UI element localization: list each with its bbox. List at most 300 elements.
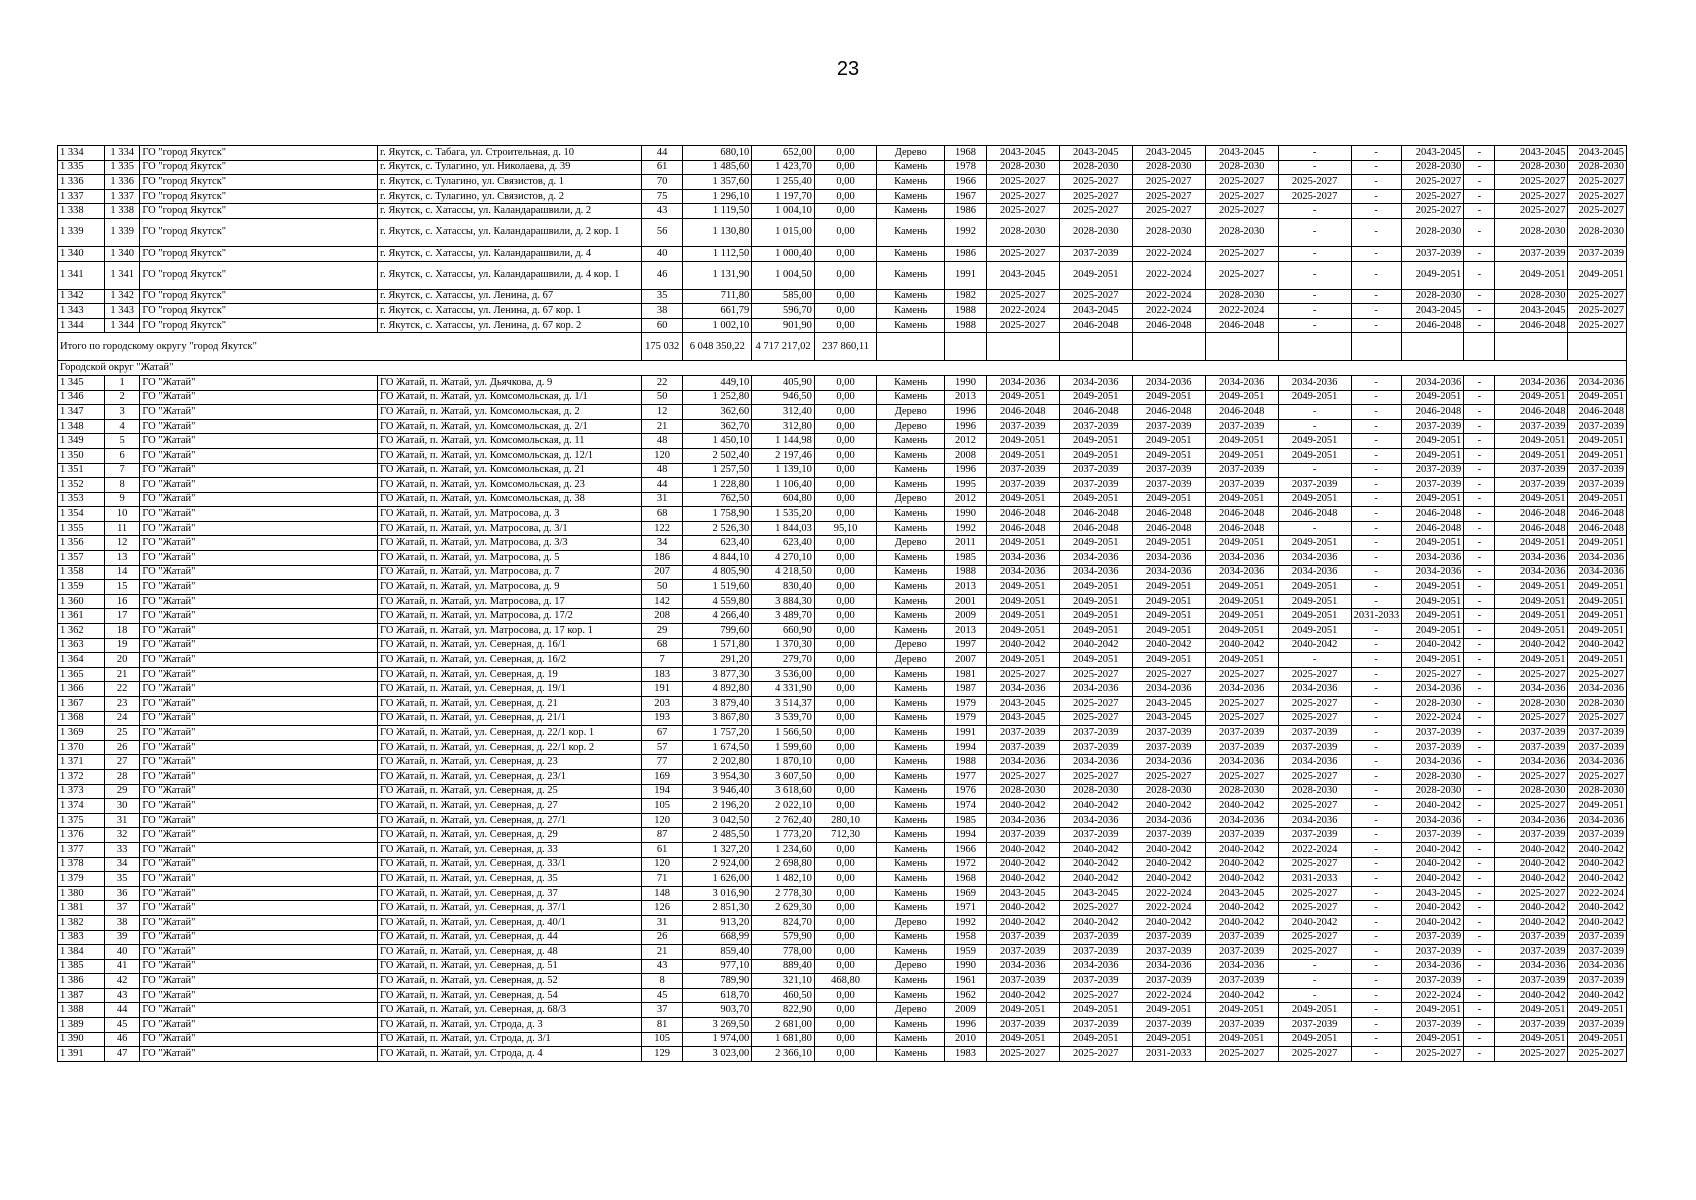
table-cell: 1986 bbox=[945, 204, 987, 219]
table-cell: 2049-2051 bbox=[1278, 624, 1351, 639]
table-cell: 1 389 bbox=[58, 1018, 105, 1033]
table-cell: 946,50 bbox=[752, 390, 815, 405]
total-value-area-nonliving: 237 860,11 bbox=[814, 333, 877, 361]
table-cell: 31 bbox=[104, 813, 139, 828]
table-cell: - bbox=[1351, 755, 1401, 770]
table-cell: Камень bbox=[877, 945, 945, 960]
table-cell: 2037-2039 bbox=[1205, 974, 1278, 989]
table-cell: - bbox=[1351, 857, 1401, 872]
table-cell: 0,00 bbox=[814, 711, 877, 726]
table-cell: 903,70 bbox=[683, 1003, 752, 1018]
table-cell: - bbox=[1351, 204, 1401, 219]
table-cell: 1 351 bbox=[58, 463, 105, 478]
table-row bbox=[58, 189, 1627, 204]
table-row bbox=[58, 580, 1627, 595]
table-cell: 1 376 bbox=[58, 828, 105, 843]
table-cell: 2046-2048 bbox=[1401, 521, 1464, 536]
table-cell: 0,00 bbox=[814, 945, 877, 960]
table-cell: 1958 bbox=[945, 930, 987, 945]
table-cell: 2043-2045 bbox=[986, 697, 1059, 712]
table-cell: - bbox=[1464, 697, 1495, 712]
table-cell: - bbox=[1464, 1003, 1495, 1018]
table-cell: 2037-2039 bbox=[1278, 740, 1351, 755]
table-cell: 1988 bbox=[945, 565, 987, 580]
table-cell: 2037-2039 bbox=[1401, 828, 1464, 843]
table-cell: 2025-2027 bbox=[986, 318, 1059, 333]
table-cell: 913,20 bbox=[683, 915, 752, 930]
table-cell: 2040-2042 bbox=[1205, 842, 1278, 857]
table-cell: 3 bbox=[104, 405, 139, 420]
table-cell: ГО "город Якутск" bbox=[140, 189, 378, 204]
table-cell: 3 514,37 bbox=[752, 697, 815, 712]
table-cell: 1985 bbox=[945, 813, 987, 828]
table-cell: ГО "Жатай" bbox=[140, 405, 378, 420]
table-cell: 2037-2039 bbox=[986, 945, 1059, 960]
table-cell: 2028-2030 bbox=[1401, 784, 1464, 799]
table-cell: Камень bbox=[877, 813, 945, 828]
table-cell: 585,00 bbox=[752, 289, 815, 304]
table-cell: 1 370,30 bbox=[752, 638, 815, 653]
table-cell: ГО Жатай, п. Жатай, ул. Северная, д. 35 bbox=[378, 872, 642, 887]
table-cell: 2037-2039 bbox=[986, 726, 1059, 741]
table-cell: 2049-2051 bbox=[1132, 609, 1205, 624]
table-cell: 2049-2051 bbox=[1059, 492, 1132, 507]
table-cell: - bbox=[1278, 318, 1351, 333]
table-cell: 0,00 bbox=[814, 1032, 877, 1047]
table-cell: 4 bbox=[104, 419, 139, 434]
table-cell: - bbox=[1351, 507, 1401, 522]
table-cell: 2028-2030 bbox=[1401, 697, 1464, 712]
table-cell: 46 bbox=[641, 261, 683, 289]
table-cell: 2028-2030 bbox=[1495, 218, 1568, 246]
table-cell: 0,00 bbox=[814, 218, 877, 246]
table-cell: Камень bbox=[877, 872, 945, 887]
table-cell: - bbox=[1351, 318, 1401, 333]
table-cell: 2025-2027 bbox=[1495, 711, 1568, 726]
table-row bbox=[58, 740, 1627, 755]
table-cell: ГО "Жатай" bbox=[140, 1003, 378, 1018]
table-cell: г. Якутск, с. Хатассы, ул. Ленина, д. 67 кор. 1 bbox=[378, 304, 642, 319]
table-cell: ГО "город Якутск" bbox=[140, 289, 378, 304]
table-cell: 2040-2042 bbox=[986, 857, 1059, 872]
table-cell: 2049-2051 bbox=[1278, 492, 1351, 507]
total-and-section bbox=[58, 333, 1627, 376]
table-cell: 1979 bbox=[945, 711, 987, 726]
table-cell: ГО "город Якутск" bbox=[140, 175, 378, 190]
table-cell: 2037-2039 bbox=[1568, 1018, 1627, 1033]
table-cell: 2046-2048 bbox=[1059, 318, 1132, 333]
table-cell: 668,99 bbox=[683, 930, 752, 945]
table-cell: 1 341 bbox=[58, 261, 105, 289]
table-cell: 859,40 bbox=[683, 945, 752, 960]
table-cell: - bbox=[1351, 448, 1401, 463]
table-cell: 0,00 bbox=[814, 872, 877, 887]
table-row bbox=[58, 609, 1627, 624]
table-cell: Дерево bbox=[877, 1003, 945, 1018]
table-cell: 2025-2027 bbox=[1205, 246, 1278, 261]
table-cell: Дерево bbox=[877, 915, 945, 930]
table-cell: 2028-2030 bbox=[986, 218, 1059, 246]
table-row bbox=[58, 521, 1627, 536]
table-cell: 2010 bbox=[945, 1032, 987, 1047]
table-cell: 1 344 bbox=[104, 318, 139, 333]
table-cell: - bbox=[1278, 463, 1351, 478]
table-cell: 1991 bbox=[945, 261, 987, 289]
table-cell: 105 bbox=[641, 799, 683, 814]
table-cell: Дерево bbox=[877, 638, 945, 653]
table-cell: 2046-2048 bbox=[1278, 507, 1351, 522]
table-cell: 2025-2027 bbox=[1278, 711, 1351, 726]
table-cell: - bbox=[1351, 146, 1401, 161]
table-cell: ГО Жатай, п. Жатай, ул. Матросова, д. 17/2 bbox=[378, 609, 642, 624]
table-cell: 2025-2027 bbox=[1132, 769, 1205, 784]
table-cell: 2022-2024 bbox=[1132, 886, 1205, 901]
table-cell: 778,00 bbox=[752, 945, 815, 960]
table-cell: - bbox=[1351, 434, 1401, 449]
table-cell: 2049-2051 bbox=[1495, 580, 1568, 595]
table-cell: 1 571,80 bbox=[683, 638, 752, 653]
table-cell: - bbox=[1351, 551, 1401, 566]
table-cell: 2043-2045 bbox=[986, 711, 1059, 726]
table-cell: 1 338 bbox=[104, 204, 139, 219]
table-cell: 0,00 bbox=[814, 988, 877, 1003]
table-cell: 2046-2048 bbox=[1568, 507, 1627, 522]
table-cell: 2049-2051 bbox=[1568, 594, 1627, 609]
table-cell: 2028-2030 bbox=[1132, 784, 1205, 799]
table-cell: 1 002,10 bbox=[683, 318, 752, 333]
table-cell: 2040-2042 bbox=[1059, 638, 1132, 653]
table-cell: 2025-2027 bbox=[986, 1047, 1059, 1062]
table-cell: 2034-2036 bbox=[1132, 565, 1205, 580]
table-cell: - bbox=[1464, 901, 1495, 916]
table-cell: 2046-2048 bbox=[1132, 521, 1205, 536]
table-cell: 1 112,50 bbox=[683, 246, 752, 261]
table-cell: 2049-2051 bbox=[986, 492, 1059, 507]
table-cell: 2049-2051 bbox=[986, 624, 1059, 639]
table-cell: 362,70 bbox=[683, 419, 752, 434]
table-cell: 2034-2036 bbox=[1495, 813, 1568, 828]
table-cell: 3 877,30 bbox=[683, 667, 752, 682]
table-cell: 2049-2051 bbox=[1568, 653, 1627, 668]
table-cell: 2025-2027 bbox=[1205, 1047, 1278, 1062]
table-cell: 2025-2027 bbox=[1132, 204, 1205, 219]
table-cell: 0,00 bbox=[814, 1018, 877, 1033]
table-cell: 312,40 bbox=[752, 405, 815, 420]
table-cell: 2025-2027 bbox=[1132, 189, 1205, 204]
table-cell: 2049-2051 bbox=[1278, 1003, 1351, 1018]
table-cell: - bbox=[1351, 872, 1401, 887]
table-cell: 2037-2039 bbox=[1568, 828, 1627, 843]
table-cell: 2037-2039 bbox=[986, 478, 1059, 493]
table-cell: 2049-2051 bbox=[1495, 594, 1568, 609]
table-cell: 1 358 bbox=[58, 565, 105, 580]
table-row bbox=[58, 218, 1627, 246]
table-cell: 2034-2036 bbox=[1495, 565, 1568, 580]
table-cell: - bbox=[1351, 828, 1401, 843]
table-cell: - bbox=[1464, 1032, 1495, 1047]
table-row bbox=[58, 915, 1627, 930]
table-cell: 30 bbox=[104, 799, 139, 814]
table-cell: 2 681,00 bbox=[752, 1018, 815, 1033]
table-cell: 191 bbox=[641, 682, 683, 697]
table-cell: 1 362 bbox=[58, 624, 105, 639]
table-cell: 2037-2039 bbox=[1059, 246, 1132, 261]
table-cell: ГО Жатай, п. Жатай, ул. Северная, д. 27/1 bbox=[378, 813, 642, 828]
table-cell: 14 bbox=[104, 565, 139, 580]
table-cell: 2 762,40 bbox=[752, 813, 815, 828]
table-cell: 3 016,90 bbox=[683, 886, 752, 901]
table-cell: 0,00 bbox=[814, 318, 877, 333]
table-cell: 1 000,40 bbox=[752, 246, 815, 261]
table-cell: 2049-2051 bbox=[1401, 434, 1464, 449]
table-cell: 1 383 bbox=[58, 930, 105, 945]
table-row bbox=[58, 463, 1627, 478]
table-cell: Камень bbox=[877, 521, 945, 536]
table-cell: Камень bbox=[877, 565, 945, 580]
table-cell: 596,70 bbox=[752, 304, 815, 319]
table-cell: г. Якутск, с. Хатассы, ул. Ленина, д. 67 bbox=[378, 289, 642, 304]
table-cell: 2037-2039 bbox=[1401, 740, 1464, 755]
table-cell: 2049-2051 bbox=[986, 653, 1059, 668]
table-cell: 2040-2042 bbox=[1495, 915, 1568, 930]
table-cell: 2022-2024 bbox=[1205, 304, 1278, 319]
table-cell: 2049-2051 bbox=[1401, 1003, 1464, 1018]
table-cell: 44 bbox=[104, 1003, 139, 1018]
table-cell: г. Якутск, с. Хатассы, ул. Каландарашвили, д. 2 bbox=[378, 204, 642, 219]
table-cell: ГО "Жатай" bbox=[140, 536, 378, 551]
table-cell: 2025-2027 bbox=[1568, 175, 1627, 190]
table-cell: 2049-2051 bbox=[1205, 594, 1278, 609]
table-cell: 1969 bbox=[945, 886, 987, 901]
table-cell: - bbox=[1464, 580, 1495, 595]
table-cell: 2040-2042 bbox=[1401, 901, 1464, 916]
table-cell: 2040-2042 bbox=[1205, 915, 1278, 930]
table-cell: Камень bbox=[877, 828, 945, 843]
table-cell: Камень bbox=[877, 375, 945, 390]
table-cell: - bbox=[1351, 682, 1401, 697]
table-cell: 2049-2051 bbox=[1495, 1003, 1568, 1018]
table-cell: - bbox=[1351, 842, 1401, 857]
table-cell: 2034-2036 bbox=[1401, 755, 1464, 770]
table-row bbox=[58, 536, 1627, 551]
table-cell: 2049-2051 bbox=[1059, 594, 1132, 609]
table-cell: 2049-2051 bbox=[1401, 1032, 1464, 1047]
table-cell: 2028-2030 bbox=[1401, 218, 1464, 246]
table-cell: ГО "Жатай" bbox=[140, 828, 378, 843]
table-cell: 1 423,70 bbox=[752, 160, 815, 175]
table-cell: - bbox=[1351, 813, 1401, 828]
table-row bbox=[58, 375, 1627, 390]
table-cell: 2037-2039 bbox=[1568, 974, 1627, 989]
table-cell: 2025-2027 bbox=[1205, 667, 1278, 682]
table-cell: 2037-2039 bbox=[1059, 463, 1132, 478]
table-cell: 2034-2036 bbox=[1278, 755, 1351, 770]
table-cell: 2049-2051 bbox=[986, 390, 1059, 405]
table-cell: 2046-2048 bbox=[1495, 405, 1568, 420]
table-cell: 2037-2039 bbox=[1568, 419, 1627, 434]
table-cell: 405,90 bbox=[752, 375, 815, 390]
table-cell: 2 851,30 bbox=[683, 901, 752, 916]
table-cell: - bbox=[1464, 828, 1495, 843]
table-cell: - bbox=[1464, 160, 1495, 175]
table-cell: 2037-2039 bbox=[1401, 945, 1464, 960]
table-cell: г. Якутск, с. Хатассы, ул. Каландарашвили, д. 4 кор. 1 bbox=[378, 261, 642, 289]
table-cell: Камень bbox=[877, 682, 945, 697]
table-cell: 2037-2039 bbox=[986, 740, 1059, 755]
table-cell: 1 375 bbox=[58, 813, 105, 828]
table-cell: ГО "Жатай" bbox=[140, 697, 378, 712]
table-cell: 2049-2051 bbox=[1401, 580, 1464, 595]
table-cell: ГО "Жатай" bbox=[140, 463, 378, 478]
table-cell: 21 bbox=[104, 667, 139, 682]
table-cell: 2025-2027 bbox=[1059, 901, 1132, 916]
table-cell: Камень bbox=[877, 769, 945, 784]
table-cell: 2022-2024 bbox=[1401, 988, 1464, 1003]
table-cell: ГО "Жатай" bbox=[140, 594, 378, 609]
table-cell: ГО Жатай, п. Жатай, ул. Северная, д. 21 bbox=[378, 697, 642, 712]
table-cell: 25 bbox=[104, 726, 139, 741]
table-cell: Дерево bbox=[877, 419, 945, 434]
table-row bbox=[58, 930, 1627, 945]
table-cell: 2025-2027 bbox=[1205, 189, 1278, 204]
table-cell: 2037-2039 bbox=[1059, 974, 1132, 989]
table-cell: 2046-2048 bbox=[1205, 507, 1278, 522]
table-cell: 2049-2051 bbox=[1059, 624, 1132, 639]
table-cell: - bbox=[1464, 1018, 1495, 1033]
table-cell: 1 339 bbox=[58, 218, 105, 246]
table-cell: 2040-2042 bbox=[986, 901, 1059, 916]
table-cell: 1 519,60 bbox=[683, 580, 752, 595]
table-cell: - bbox=[1464, 682, 1495, 697]
table-cell: 2049-2051 bbox=[986, 580, 1059, 595]
table-cell: 2025-2027 bbox=[1278, 930, 1351, 945]
table-cell: 2046-2048 bbox=[1205, 405, 1278, 420]
table-cell: 0,00 bbox=[814, 1047, 877, 1062]
table-cell: 2025-2027 bbox=[1278, 857, 1351, 872]
table-cell: 2037-2039 bbox=[1059, 726, 1132, 741]
table-cell: 2034-2036 bbox=[1278, 565, 1351, 580]
table-cell: 1 228,80 bbox=[683, 478, 752, 493]
table-cell: 37 bbox=[104, 901, 139, 916]
table-cell: 142 bbox=[641, 594, 683, 609]
table-cell: ГО "Жатай" bbox=[140, 872, 378, 887]
table-cell: 0,00 bbox=[814, 492, 877, 507]
table-cell: 2037-2039 bbox=[1205, 1018, 1278, 1033]
table-cell: 2034-2036 bbox=[1132, 375, 1205, 390]
table-cell: 1 681,80 bbox=[752, 1032, 815, 1047]
table-cell: 830,40 bbox=[752, 580, 815, 595]
table-cell: 2049-2051 bbox=[1568, 261, 1627, 289]
table-cell: 2037-2039 bbox=[1278, 478, 1351, 493]
table-cell: 105 bbox=[641, 1032, 683, 1047]
table-cell: Камень bbox=[877, 624, 945, 639]
table-cell: 1 357 bbox=[58, 551, 105, 566]
table-cell: ГО Жатай, п. Жатай, ул. Северная, д. 19/1 bbox=[378, 682, 642, 697]
table-row bbox=[58, 682, 1627, 697]
table-cell: 1 340 bbox=[104, 246, 139, 261]
table-cell: 2046-2048 bbox=[1568, 521, 1627, 536]
table-cell: - bbox=[1351, 218, 1401, 246]
table-cell: 10 bbox=[104, 507, 139, 522]
table-cell: 1 599,60 bbox=[752, 740, 815, 755]
table-cell: 2037-2039 bbox=[1568, 726, 1627, 741]
table-cell: 2037-2039 bbox=[1495, 740, 1568, 755]
table-cell: 2037-2039 bbox=[1495, 945, 1568, 960]
table-cell: 0,00 bbox=[814, 375, 877, 390]
table-cell: 43 bbox=[641, 959, 683, 974]
table-cell: 0,00 bbox=[814, 175, 877, 190]
table-cell: - bbox=[1351, 261, 1401, 289]
table-cell: 13 bbox=[104, 551, 139, 566]
table-cell: 1 974,00 bbox=[683, 1032, 752, 1047]
table-cell: 47 bbox=[104, 1047, 139, 1062]
table-cell: 1 347 bbox=[58, 405, 105, 420]
table-cell: 1 371 bbox=[58, 755, 105, 770]
table-cell: 1 130,80 bbox=[683, 218, 752, 246]
table-cell: 2022-2024 bbox=[1568, 886, 1627, 901]
table-cell: 1 377 bbox=[58, 842, 105, 857]
table-cell: 1971 bbox=[945, 901, 987, 916]
table-cell: 2028-2030 bbox=[1495, 697, 1568, 712]
table-cell: 901,90 bbox=[752, 318, 815, 333]
table-cell: 2049-2051 bbox=[1495, 390, 1568, 405]
table-cell: 183 bbox=[641, 667, 683, 682]
table-cell: 2040-2042 bbox=[1205, 638, 1278, 653]
table-cell: 680,10 bbox=[683, 146, 752, 161]
table-cell: 3 269,50 bbox=[683, 1018, 752, 1033]
table-cell: 2034-2036 bbox=[986, 959, 1059, 974]
table-cell: 2046-2048 bbox=[986, 507, 1059, 522]
table-cell: - bbox=[1351, 175, 1401, 190]
table-cell: 2046-2048 bbox=[1495, 507, 1568, 522]
table-cell: 22 bbox=[104, 682, 139, 697]
table-cell: 1 344 bbox=[58, 318, 105, 333]
table-cell: 460,50 bbox=[752, 988, 815, 1003]
table-cell: 2013 bbox=[945, 390, 987, 405]
table-cell: 29 bbox=[104, 784, 139, 799]
table-cell: 2049-2051 bbox=[1495, 653, 1568, 668]
table-cell: 2028-2030 bbox=[1495, 289, 1568, 304]
table-cell: 2049-2051 bbox=[1401, 609, 1464, 624]
table-cell: 2 698,80 bbox=[752, 857, 815, 872]
table-cell: 2025-2027 bbox=[1495, 769, 1568, 784]
table-cell: - bbox=[1464, 146, 1495, 161]
table-row bbox=[58, 551, 1627, 566]
table-cell: 46 bbox=[104, 1032, 139, 1047]
table-cell: ГО "город Якутск" bbox=[140, 304, 378, 319]
table-cell: 2049-2051 bbox=[1568, 609, 1627, 624]
table-cell: 2040-2042 bbox=[1205, 799, 1278, 814]
table-cell: 2025-2027 bbox=[1132, 667, 1205, 682]
table-cell: - bbox=[1464, 726, 1495, 741]
table-cell: 2037-2039 bbox=[1495, 478, 1568, 493]
table-cell: - bbox=[1278, 959, 1351, 974]
table-cell: 1 450,10 bbox=[683, 434, 752, 449]
table-cell: 2025-2027 bbox=[1568, 289, 1627, 304]
table-cell: ГО Жатай, п. Жатай, ул. Северная, д. 22/1 кор. 2 bbox=[378, 740, 642, 755]
table-cell: 2025-2027 bbox=[1059, 289, 1132, 304]
table-row bbox=[58, 842, 1627, 857]
table-cell: 280,10 bbox=[814, 813, 877, 828]
table-cell: 2 629,30 bbox=[752, 901, 815, 916]
table-cell: - bbox=[1351, 1032, 1401, 1047]
table-row bbox=[58, 246, 1627, 261]
table-cell: 21 bbox=[641, 945, 683, 960]
table-cell: 2025-2027 bbox=[1568, 204, 1627, 219]
table-cell: - bbox=[1351, 492, 1401, 507]
table-cell: - bbox=[1351, 974, 1401, 989]
table-cell: г. Якутск, с. Хатассы, ул. Ленина, д. 67 кор. 2 bbox=[378, 318, 642, 333]
